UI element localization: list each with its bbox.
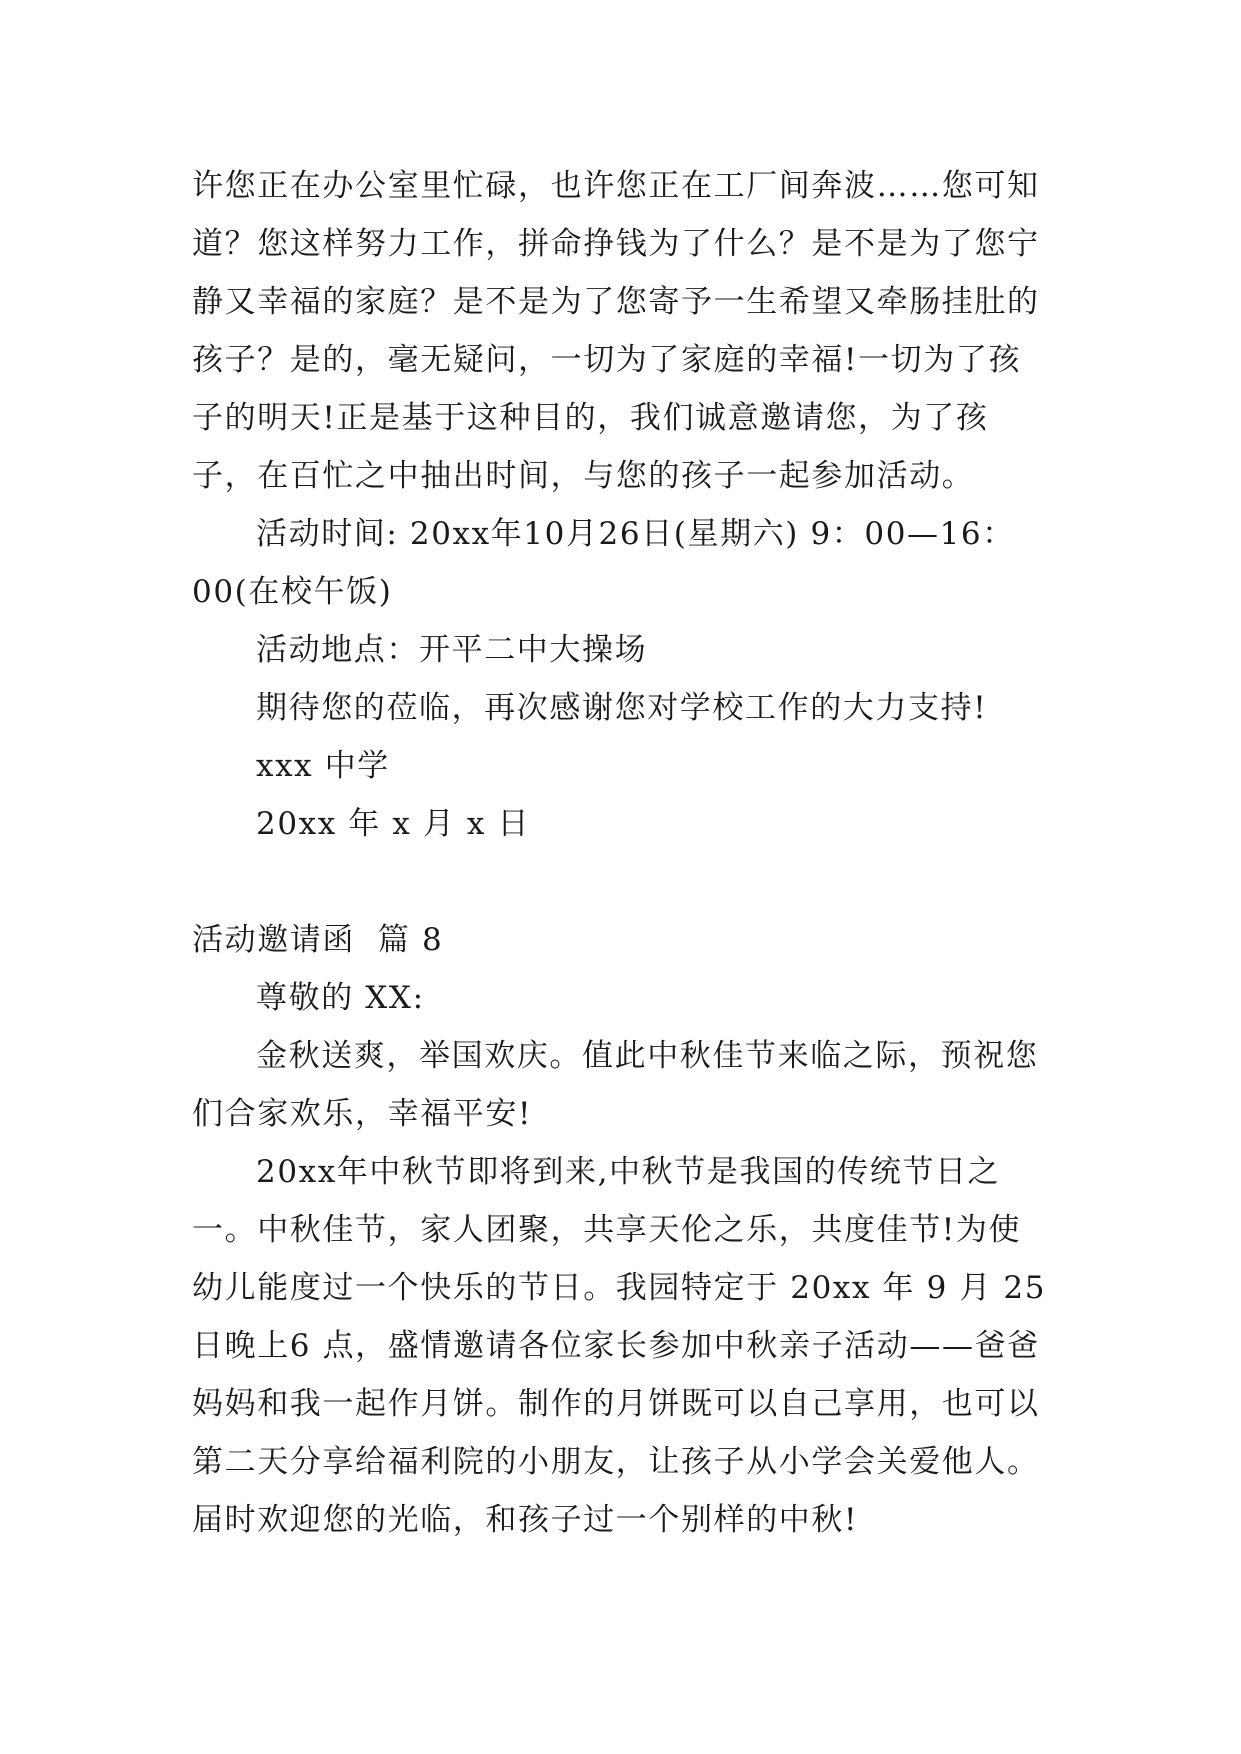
document-body bbox=[192, 157, 1052, 1549]
event-time: 活动时间: 20xx年10月26日(星期六) 9：00—16：00(在校午饭) bbox=[192, 516, 1015, 610]
letter-paragraph: 许您正在办公室里忙碌，也许您正在工厂间奔波……您可知道？您这样努力工作，拼命挣钱为了什么？是不是为了您宁静又幸福的家庭？是不是为了您寄予一生希望又牵肠挂肚的孩子？是的，毫无疑问，一切为了家庭的幸福!一切为了孩子的明天!正是基于这种目的，我们诚意邀请您，为了孩子，在百忙之中抽出时间，与您的孩子一起参加活动。 bbox=[192, 168, 1040, 494]
event-location: 活动地点：开平二中大操场 bbox=[256, 632, 648, 668]
closing-line: 期待您的莅临，再次感谢您对学校工作的大力支持! bbox=[256, 690, 988, 726]
signature: xxx 中学 bbox=[256, 748, 390, 784]
greeting-paragraph: 金秋送爽，举国欢庆。值此中秋佳节来临之际，预祝您们合家欢乐，幸福平安! bbox=[192, 1038, 1039, 1132]
section-heading: 活动邀请函 篇 8 bbox=[192, 922, 444, 958]
section-spacer bbox=[192, 853, 1052, 911]
salutation: 尊敬的 XX: bbox=[256, 980, 425, 1016]
invitation-paragraph: 20xx年中秋节即将到来,中秋节是我国的传统节日之一。中秋佳节，家人团聚，共享天伦之乐，共度佳节!为使幼儿能度过一个快乐的节日。我园特定于 20xx 年 9 月 25 日晚上6 点，盛情邀请各位家长参加中秋亲子活动——爸爸妈妈和我一起作月饼。制作的月饼既可以自己享用，也可以第二天分享给福利院的小朋友，让孩子从小学会关爱他人。届时欢迎您的光临，和孩子过一个别样的中秋! bbox=[192, 1154, 1047, 1538]
letter-date: 20xx 年 x 月 x 日 bbox=[256, 806, 531, 842]
